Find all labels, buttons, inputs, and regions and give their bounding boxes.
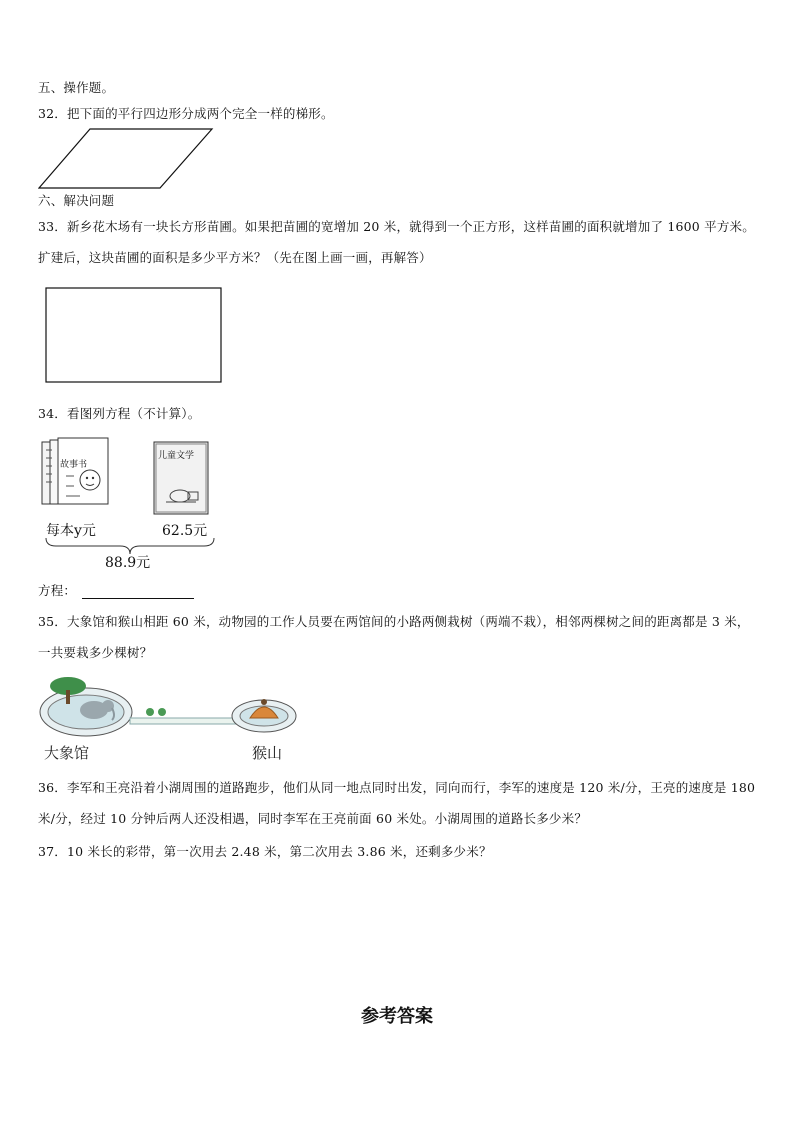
single-book-title: 儿童文学 bbox=[158, 451, 195, 461]
section-5-heading: 五、操作题。 bbox=[38, 80, 115, 95]
answers-title: 参考答案 bbox=[361, 1006, 433, 1027]
label-elephant-house: 大象馆 bbox=[44, 744, 90, 762]
book-stack-illustration bbox=[40, 436, 112, 514]
question-37: 37．10 米长的彩带，第一次用去 2.48 米，第二次用去 3.86 米，还剩多少米？ bbox=[38, 844, 492, 859]
book-stack-title: 故事书 bbox=[60, 460, 88, 470]
equation-label: 方程： bbox=[38, 583, 77, 598]
label-monkey-hill: 猴山 bbox=[252, 744, 283, 762]
question-34: 34．看图列方程（不计算）。 bbox=[38, 406, 201, 421]
zoo-map-illustration bbox=[38, 672, 300, 744]
question-36: 36．李军和王亮沿着小湖周围的道路跑步，他们从同一地点同时出发，同向而行，李军的速度是 120 米/分，王亮的速度是 180 米/分，经过 10 分钟后两人还没相遇，同时李军在王亮前面 60 米处。小湖周围的道路长多少米？ bbox=[38, 780, 756, 826]
equation-blank[interactable] bbox=[82, 585, 194, 599]
section-6-heading: 六、解决问题 bbox=[38, 193, 115, 208]
parallelogram-figure bbox=[38, 128, 214, 190]
equation-line bbox=[38, 583, 194, 599]
label-total: 88.9元 bbox=[105, 555, 151, 571]
label-single-book: 62.5元 bbox=[162, 523, 208, 539]
rectangle-figure bbox=[45, 287, 223, 384]
question-33: 33．新乡花木场有一块长方形苗圃。如果把苗圃的宽增加 20 米，就得到一个正方形，这样苗圃的面积就增加了 1600 平方米。扩建后，这块苗圃的面积是多少平方米？（先在图上画一画，再解答） bbox=[38, 219, 755, 265]
question-32: 32．把下面的平行四边形分成两个完全一样的梯形。 bbox=[38, 106, 334, 121]
label-each-book: 每本y元 bbox=[46, 523, 96, 539]
question-35: 35．大象馆和猴山相距 60 米，动物园的工作人员要在两馆间的小路两侧栽树（两端不栽），相邻两棵树之间的距离都是 3 米，一共要栽多少棵树？ bbox=[38, 614, 750, 660]
